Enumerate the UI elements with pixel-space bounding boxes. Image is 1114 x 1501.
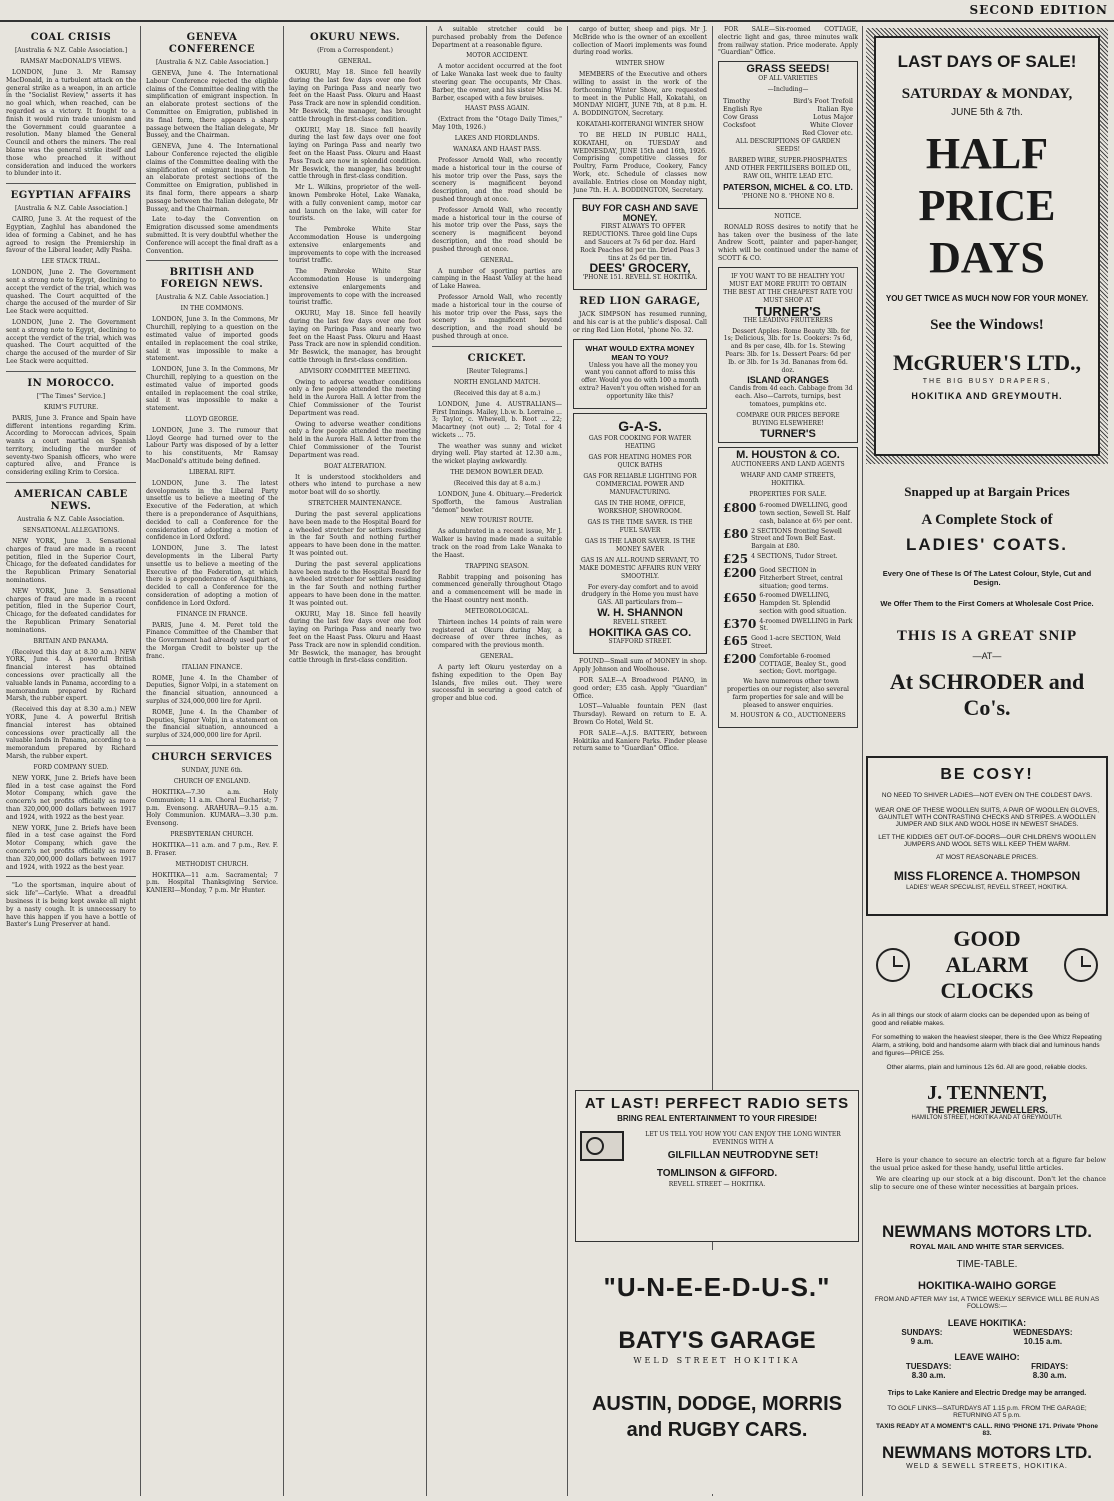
ad-name: TURNER'S (760, 427, 816, 440)
article-text: During the past several applications have been made to the Hospital Board for a wheeled stretcher for settlers residing in the far South and nothing further appears to have been done in the matter. It was pointed out. (289, 511, 421, 558)
gas-line: GAS FOR COOKING FOR WATER HEATING (588, 434, 692, 450)
property-price: £200 (723, 651, 757, 666)
subheading: THE DEMON BOWLER DEAD. (450, 469, 544, 477)
ad-headline: ALARM (945, 952, 1029, 977)
ad-headline: WHAT WOULD EXTRA MONEY MEAN TO YOU? (585, 343, 695, 362)
article-text: Late to-day the Convention on Emigration discussed some amendments submitted. It is very doubtful whether the Conference will accept the final draft as a Convention. (146, 216, 278, 255)
subheading: SENSATIONAL ALLEGATIONS. (22, 527, 120, 535)
source-line: [Reuter Telegrams.] (466, 367, 528, 375)
article-text: LONDON, June 3. The rumour that Lloyd George had turned over to the Labour Party was disposed of by a letter to his constituents, Mr Ramsay MacDonald's attitude being defined. (146, 426, 278, 466)
ad-headline: HOKITIKA-WAIHO GORGE (917, 1280, 1057, 1292)
source-line: Australia & N.Z. Cable Association. (17, 516, 125, 524)
seed-item: Cocksfoot (723, 120, 756, 129)
ad-address: WELD STREET HOKITIKA (633, 1356, 801, 1365)
source-line: (From a Correspondent.) (317, 47, 393, 54)
column-1 (6, 26, 136, 1496)
ad-line: PROPERTIES FOR SALE. (749, 491, 827, 499)
article-text: Owing to adverse weather conditions only a few people attended the meeting held in the Aurora Hall. A letter from the Chief Commissioner of the Tourist Department was read. (289, 378, 421, 417)
seed-item: Red Clover etc. (802, 128, 853, 137)
ad-line: WEAR ONE OF THESE WOOLLEN SUITS, A PAIR OF WOOLLEN GLOVES, GAUNTLET WITH CONTRASTING CHECKS AND STRIPES. A WOOLLEN JUMPER AND SILK AND WOOL HOSE IN NEWEST SHADES. (874, 807, 1100, 828)
article-text: HOKITIKA—7.30 a.m. Holy Communion; 11 a.m. Choral Eucharist; 7 p.m. Evensong. ARAHURA—9.15 a.m. Holy Communion. KUMARA—3.30 p.m. Evensong. (146, 788, 278, 828)
source-line: (Received this day at 8 a.m.) (453, 480, 541, 488)
ad-headline: CLOCKS (940, 978, 1034, 1003)
ad-line: Other alarms, plain and luminous 12s 6d. All are good, reliable clocks. (886, 1064, 1088, 1071)
subheading: ITALIAN FINANCE. (181, 663, 243, 671)
column-2 (146, 26, 278, 1496)
ad-line: As in all things our stock of alarm clocks can be depended upon as being of good and reliable makes. (872, 1012, 1090, 1027)
article-text: LONDON, June 4. Obituary.—Frederick Spofforth, the famous Australian "demon" bowler. (432, 491, 562, 514)
column-rule (426, 26, 427, 1496)
ad-headline: BUY FOR CASH AND SAVE MONEY. (581, 203, 699, 224)
ad-headline: "U-N-E-E-D-U-S." (603, 1272, 831, 1302)
ad-line: See the Windows! (930, 317, 1044, 333)
ad-line: —Including— (767, 85, 809, 93)
ad-headline: Snapped up at Bargain Prices (904, 484, 1070, 499)
subheading: IN THE COMMONS. (180, 305, 244, 313)
ad-name: At SCHRODER and Co's. (889, 669, 1085, 720)
torch-notice (870, 1156, 1106, 1216)
subheading: NORTH ENGLAND MATCH. (453, 378, 541, 386)
ad-line: TAXIS READY AT A MOMENT'S CALL. RING 'PHONE 171. Private 'Phone 83. (875, 1423, 1099, 1437)
radio-sets-ad (575, 1090, 859, 1242)
article-text: The Pembroke White Star Accommodation House is undergoing extensive enlargements and improvements to cope with the increased tourist traffic. (289, 226, 421, 265)
gas-line: GAS FOR RELIABLE LIGHTING FOR COMMERCIAL POWER AND MANUFACTURING. (583, 472, 697, 496)
ad-line: THE BIG BUSY DRAPERS, (922, 378, 1052, 385)
article-text: OKURU, May 18. Since fell heavily during the last few days over one foot laying on Paringa Pass and nearly two feet on the Haast Pass. Okuru and Haast Pass Track are now in splendid condition. Mr Beswick, the manager, has brought cattle through in first-class condition. (289, 126, 421, 181)
ad-name: NEWMANS MOTORS LTD. (882, 1443, 1092, 1462)
ad-line: LEAVE WAIHO: (954, 1352, 1020, 1362)
column-rule (567, 26, 568, 1496)
ad-text: Candis from 4d each. Cabbage from 3d each. Also—Carrots, turnips, best tomatoes, pumpkins etc. (729, 385, 853, 408)
notice-text: TO BE HELD IN PUBLIC HALL, KOKATAHI, on TUESDAY and WEDNESDAY, JUNE 15th and 16th, 1926. Comprising competitive classes for Poultry, Farm Produce, Cookery, Fancy Work, etc. Schedule of classes now available. Entries close on Monday night, June 7th. H. A. BODDINGTON, Secretary. (573, 131, 707, 194)
grass-seeds-ad (718, 61, 858, 209)
ad-name: McGRUER'S LTD., (892, 350, 1082, 375)
article-text: As adumbrated in a recent issue, Mr J. Walker is having made made a suitable track on the road from Lake Wanaka to the Haast. (432, 528, 562, 559)
ad-text: Unless you have all the money you want you cannot afford to miss this offer. Would you do with 100 a month extra? Haven't you often wished for an opportunity like this? (579, 361, 701, 400)
subheading: STRETCHER MAINTENANCE. (308, 500, 402, 508)
ad-line: M. HOUSTON & CO., AUCTIONEERS (730, 712, 846, 720)
subheading: FINANCE IN FRANCE. (176, 610, 248, 618)
okuru-news-heading: OKURU NEWS. (309, 32, 401, 43)
ad-line: —AT— (972, 651, 1002, 661)
subheading: METHODIST CHURCH. (175, 860, 249, 868)
property-desc: 6-roomed DWELLING, Hampden St. Splendid section with good situation. (759, 592, 847, 615)
subheading: WINTER SHOW (615, 60, 665, 68)
ad-address: HOKITIKA AND GREYMOUTH. (911, 391, 1063, 401)
masthead (0, 0, 1114, 22)
ad-name: TURNER'S (755, 303, 821, 319)
article-text: PARIS, June 4. M. Peret told the Finance Committee of the Chamber that the Government had already used part of the Morgan Credit to bolster up the franc. (146, 621, 278, 660)
subheading: GENERAL. (338, 58, 372, 65)
column-rule (140, 26, 141, 1496)
article-text: ROME, June 4. In the Chamber of Deputies, Signor Volpi, in a statement on the financial situation, announced a surplus of 324,000,000 lire for April. (146, 674, 278, 705)
ad-headline: LAST DAYS OF SALE! (897, 52, 1077, 71)
american-cable-heading: AMERICAN CABLE NEWS. (14, 489, 128, 513)
subheading: BOAT ALTERATION. (323, 462, 387, 470)
classified-text: FOR SALE—Six-roomed COTTAGE, electric light and gas, three minutes walk from railway station. Price moderate. Apply "Guardian" Office. (718, 26, 858, 57)
column-rule (283, 26, 284, 1496)
article-text: Thirteen inches 14 points of rain were registered at Okuru during May, a decrease of over three inches, as compared with the previous month. (432, 618, 562, 650)
schedule-day: SUNDAYS: (901, 1328, 943, 1337)
article-text: LONDON, June 3. In the Commons, Mr Churchill, replying to a question on the estimated value of imported goods entailed in replacement the coal strike, said it was impossible to make a statement. (146, 316, 278, 363)
gas-line: GAS IS THE TIME SAVER. IS THE FUEL SAVER (587, 518, 693, 534)
article-text: HOKITIKA—11 a.m. Sacramental; 7 p.m. Hospital Thanksgiving Service. KANIERI—Monday, 7 p.m. Mr Hunter. (146, 871, 278, 895)
ad-name: PATERSON, MICHEL & CO. LTD. (723, 181, 853, 192)
ad-name: W. H. SHANNON (597, 606, 683, 619)
ad-line: THE PREMIER JEWELLERS. (926, 1105, 1048, 1115)
classified-text: FOR SALE—A Broadwood PIANO, in good order; £35 cash. Apply "Guardian" Office. (573, 677, 707, 700)
ad-name: HOKITIKA GAS CO. (588, 626, 692, 639)
ad-line: Trips to Lake Kaniere and Electric Dredge may be arranged. (887, 1390, 1087, 1397)
ad-text: For every-day comfort and to avoid drudgery in the Home you must have GAS. All particulars from— (581, 583, 699, 607)
ad-line: WHARF AND CAMP STREETS, HOKITIKA. (740, 472, 836, 488)
batys-garage-ad (575, 1250, 859, 1494)
article-text: LONDON, June 2. The Government sent a strong note to Egypt, declining to accept the verdict of the trial, which was quashed. The Court acquitted of the charge the accused of the murder of Sir Lee Stack were acquitted. (6, 269, 136, 316)
article-text: Professor Arnold Wall, who recently made a historical tour in the course of his motor trip over the Pass, says the scenery is magnificent beyond description, and the road should be pushed through at once. (432, 206, 562, 253)
article-text: NEW YORK, June 2. Briefs have been filed in a test case against the Ford Motor Company, which gave the concern's net profits officially as more than 320,000,000 dollars between 1917 and 1924, with 1922 as the best year. (6, 774, 136, 821)
ad-line: SATURDAY & MONDAY, (901, 86, 1073, 102)
edition-label: SECOND EDITION (969, 3, 1108, 17)
article-text: The Pembroke White Star Accommodation House is undergoing extensive enlargements and improvements to cope with the increased tourist traffic. (289, 268, 421, 307)
article-text: GENEVA, June 4. The International Labour Conference rejected the eligible claims of the Committee dealing with the simplification of emigrant inspection. In an elaborate protest sections of the Committee on Emigration, published in its final form, there appears a sharp passage between the Italian delegate, Mr Bussey, and the Chairman. (146, 70, 278, 140)
column-rule (862, 26, 863, 1496)
ad-name: NEWMANS MOTORS LTD. (882, 1222, 1092, 1241)
notice-text: RONALD ROSS desires to notify that he has taken over the business of the late Andrew Scott, painter and paper-hanger, which will be continued under the name of SCOTT & CO. (718, 223, 858, 262)
property-desc: 6-roomed DWELLING, good town section, Sewell St. Half cash, balance at 6½ per cent. (759, 502, 853, 525)
subheading: TRAPPING SEASON. (465, 562, 529, 570)
article-text: OKURU, May 18. Since fell heavily during the last few days over one foot laying on Paringa Pass and nearly two feet on the Haast Pass. Okuru and Haast Pass Track are now in splendid condition. Mr Beswick, the manager, has brought cattle through in first-class condition. (289, 610, 421, 665)
thompson-ad (866, 756, 1108, 916)
subheading: WANAKA AND HAAST PASS. (452, 145, 542, 153)
subheading: METEOROLOGICAL. (464, 607, 530, 615)
ad-address: REVELL STREET. (613, 618, 667, 626)
ad-line: LET US TELL YOU HOW YOU CAN ENJOY THE LONG WINTER EVENINGS WITH A (645, 1131, 841, 1146)
ad-address: WELD & SEWELL STREETS, HOKITIKA. (906, 1463, 1068, 1470)
ad-line: AUSTIN, DODGE, MORRIS and RUGBY CARS. (591, 1393, 842, 1441)
article-text: CAIRO, June 3. At the request of the Egyptian, Zaghlul has abandoned the idea of forming a Cabinet, and he has agreed to resign the Premiership in favour of the Liberal leader, Adly Pasha. (6, 216, 136, 255)
morocco-heading: IN MOROCCO. (27, 377, 115, 389)
article-text: A suitable stretcher could be purchased probably from the Defence Department at a reasonable figure. (432, 26, 562, 49)
article-text: (Received this day at 8.30 a.m.) NEW YORK, June 4. A powerful British financial interest has obtained concessions over practically all the valuable lands in Panama, according to a memorandum prepared by Richard Marsh, the rubber expert. (6, 706, 136, 760)
ad-line: YOU GET TWICE AS MUCH NOW FOR YOUR MONEY. (885, 294, 1089, 303)
property-desc: Good 1-acre SECTION, Weld Street. (751, 635, 841, 651)
ad-headline: G-A-S. (618, 417, 662, 434)
ad-name: M. HOUSTON & CO. (736, 449, 840, 462)
ad-phone: 'PHONE NO 8. 'PHONE NO 8. (741, 192, 835, 200)
article-text: cargo of butter, sheep and pigs. Mr J. McBride who is the owner of an excellent collection of Maori implements was found during road works. (573, 26, 707, 57)
ad-line: COMPARE OUR PRICES BEFORE BUYING ELSEWHERE! (736, 411, 840, 427)
dees-grocery-ad (573, 198, 707, 290)
article-text: Rabbit trapping and poisoning has commenced generally throughout Otago and a commencement will be made in the Haast country next month. (432, 573, 562, 605)
ad-headline: AT LAST! PERFECT RADIO SETS (584, 1095, 850, 1112)
british-foreign-heading: BRITISH AND FOREIGN NEWS. (160, 267, 264, 291)
subheading: HAAST PASS AGAIN. (464, 105, 530, 113)
ad-name: MISS FLORENCE A. THOMPSON (893, 869, 1081, 883)
property-price: £200 (723, 565, 757, 580)
property-desc: 4 SECTIONS, Tudor Street. (751, 552, 838, 560)
ad-name: GILFILLAN NEUTRODYNE SET! (667, 1150, 819, 1161)
subheading: MOTOR ACCIDENT. (466, 52, 528, 60)
mcgruer-ad (874, 36, 1100, 456)
newmans-motors-ad (866, 1218, 1108, 1494)
ad-text: Dessert Apples: Rome Beauty 3lb. for 1s; Delicious, 3lb. for 1s. Cookers: 7s 6d, and 8s per case, 4lb. for 1s. Stewing Pears: 3lb. for 1s. Dessert Pears: 6d per lb. or 3lb. for 1s 3d. Bananas from 6d. doz. (723, 327, 853, 374)
source-line: [Australia & N.Z. Cable Association.] (155, 59, 269, 66)
column-4 (432, 26, 562, 1496)
cricket-heading: CRICKET. (467, 352, 527, 364)
article-text: It is understood stockholders and others who intend to purchase a new motor boat will do so shortly. (289, 473, 421, 497)
ad-line: LEAVE HOKITIKA: (947, 1318, 1027, 1328)
subheading: LLOYD GEORGE. (185, 415, 239, 423)
seeds-list (723, 97, 853, 137)
subheading: CHURCH OF ENGLAND. (173, 777, 251, 785)
ad-text: We have numerous other town properties on our register, also several farm properties for sale and will be pleased to answer enquiries. (726, 678, 850, 709)
alarm-clock-icon (1064, 948, 1098, 982)
ad-name: DEES' GROCERY, (589, 261, 691, 276)
ad-address: REVELL STREET — HOKITIKA. (668, 1181, 766, 1188)
article-text: OKURU, May 18. Since fell heavily during the last few days over one foot laying on Paringa Pass and nearly two feet on the Haast Pass. Okuru and Haast Pass Track are now in splendid condition. Mr Beswick, the manager, has brought cattle through in first-class condition. (289, 310, 421, 364)
ad-address: STAFFORD STREET. (608, 638, 672, 646)
ad-address: 'PHONE 151. REVELL ST. HOKITIKA. (582, 274, 698, 282)
article-text: LONDON, June 3. Mr Ramsay MacDonald, in a turbulent attack on the general strike as a weapon, in an article in the "Socialist Review," asserts it has no goal which, when reached, can be regarded as a victory. It fought to a finish it would ruin trade unionism and the Government could guarantee a resolution. Many blamed the General Council and others the miners. The real blame was the general strike itself and those who preached it without consideration and induced the workers to blunder into it. (6, 69, 136, 178)
ad-name: TOMLINSON & GIFFORD. (656, 1168, 778, 1179)
gas-ad (573, 413, 707, 655)
classified-text: FOR SALE—A.J.S. BATTERY, between Hokitika and Kaniere Parks. Finder please return same to "Guardian" Office. (573, 729, 707, 753)
schedule-time: 9 a.m. (910, 1337, 934, 1346)
schedule-day: FRIDAYS: (1031, 1362, 1069, 1371)
ad-address: HAMILTON STREET, HOKITIKA AND AT GREYMOUTH. (911, 1115, 1063, 1121)
subheading: LIBERAL RIFT. (189, 468, 235, 476)
extra-money-ad (573, 339, 707, 409)
source-line: (Received this day at 8 a.m.) (453, 389, 541, 397)
ad-line: LADIES' COATS. (905, 535, 1069, 554)
ad-name: BATY'S GARAGE (618, 1327, 816, 1354)
property-price: £25 (723, 551, 749, 566)
article-text: During the past several applications have been made to the Hospital Board for a wheeled stretcher for settlers residing in the far South and nothing further appears to have been done in the matter. It was pointed out. (289, 560, 421, 607)
alarm-clock-icon (876, 948, 910, 982)
subheading: GENERAL. (480, 653, 514, 661)
ad-line: THIS IS A GREAT SNIP (896, 628, 1078, 644)
egyptian-affairs-heading: EGYPTIAN AFFAIRS (10, 190, 132, 202)
article-text: LONDON, June 3. In the Commons, Mr Churchill, replying to a question on the estimated value of imported goods entailed in replacement the coal strike, said it was impossible to make a statement. (146, 366, 278, 413)
subheading: GENERAL. (480, 256, 514, 264)
notice-heading: NOTICE. (774, 212, 802, 220)
ad-line: BRING REAL ENTERTAINMENT TO YOUR FIRESIDE! (617, 1114, 817, 1123)
schroder-ad (866, 470, 1108, 750)
ad-line: TIME-TABLE. (956, 1259, 1018, 1270)
subheading: SUNDAY, JUNE 6th. (181, 766, 243, 774)
article-text: GENEVA, June 4. The International Labour Conference rejected the eligible claims of the Committee dealing with the simplification of emigrant inspection. In an elaborate protest sections of the Committee on Emigration, published in its final form, there appears a sharp passage between the Italian delegate, Mr Bussey, and the Chairman. (146, 143, 278, 213)
coal-crisis-heading: COAL CRISIS (30, 32, 112, 43)
ad-headline: ISLAND ORANGES (747, 375, 829, 386)
schedule-time: 10.15 a.m. (1023, 1337, 1063, 1346)
radio-set-icon (580, 1131, 624, 1161)
article-text: NEW YORK, June 3. Sensational charges of fraud are made in a recent petition, filed in the Superior Court, Chicago, for the defeated candidates for the Republican Primary Senatorial nominations. (6, 538, 136, 585)
ad-line: For something to waken the heaviest sleeper, there is the Gee Whizz Repeating Alarm, a striking, bold and handsome alarm with black dial and luminous hands and figures—PRICE 25s. (872, 1034, 1102, 1057)
article-text: Professor Arnold Wall, who recently made a historical tour in the course of his motor trip over the Pass, says the scenery is magnificent beyond description, and the road should be pushed through at once. (432, 293, 562, 340)
ad-name: J. TENNENT, (927, 1082, 1047, 1104)
property-price: £370 (723, 616, 757, 631)
property-price: £80 (723, 526, 749, 541)
tennent-ad (866, 922, 1108, 1152)
ad-line: A Complete Stock of (921, 512, 1053, 528)
property-price: £800 (723, 501, 757, 516)
property-desc: 2 SECTIONS fronting Sewell Street and Town Belt East. Bargain at £80. (751, 527, 842, 551)
seed-item: Bird's Foot Trefoil (793, 96, 853, 105)
gas-line: GAS IN THE HOME, OFFICE, WORKSHOP, SHOWROOM. (594, 499, 686, 515)
article-text: (Received this day at 8.30 a.m.) NEW YORK, June 4. A powerful British financial interest has obtained concessions over practically all the valuable lands in Panama, according to a memorandum prepared by Richard Marsh, the rubber expert. (6, 648, 136, 703)
ad-line: AT MOST REASONABLE PRICES. (936, 854, 1038, 861)
seed-item: Italian Rye (817, 104, 853, 113)
seed-item: Cow Grass (723, 112, 759, 121)
schedule-day: TUESDAYS: (905, 1362, 952, 1371)
article-text: Owing to adverse weather conditions only a few people attended the meeting held in the Aurora Hall. A letter from the Chief Commissioner of the Tourist Department was read. (289, 420, 421, 459)
ad-line: THE LEADING FRUITERERS (743, 316, 833, 324)
ad-big-word: DAYS (929, 233, 1045, 282)
article-text: HOKITIKA—11 a.m. and 7 p.m., Rev. F. B. Fraser. (146, 841, 278, 857)
source-line: [Australia & N.Z. Cable Association.] (155, 294, 269, 302)
ad-line: FROM AND AFTER MAY 1st, A TWICE WEEKLY SERVICE WILL BE RUN AS FOLLOWS:— (874, 1296, 1100, 1310)
article-text: Mr L. Wilkins, proprietor of the well-known Pembroke Hotel, Lake Wanaka, with a fully convenient camp, motor car and launch on the lake, will cater for tourists. (289, 184, 421, 223)
source-line: [Australia & N.Z. Cable Association.] (14, 205, 128, 213)
property-list (723, 502, 853, 676)
ad-text: JACK SIMPSON has resumed running, and his car is at the public's disposal. Call or ring Red Lion Hotel, 'phone No. 32. (573, 311, 707, 334)
article-text: A number of sporting parties are camping in the Haast Valley at the head of Lake Hawea. (432, 267, 562, 291)
subheading: NEW TOURIST ROUTE. (460, 517, 534, 525)
ad-line: LET THE KIDDIES GET OUT-OF-DOORS—OUR CHILDREN'S WOOLLEN JUMPERS AND WOOL SETS WILL KEEP THEM WARM. (878, 834, 1096, 848)
ad-line: Every One of These Is Of The Latest Colour, Style, Cut and Design. (882, 569, 1092, 587)
property-price: £65 (723, 634, 749, 649)
advertisement-text: "Lo the sportsman, inquire about of sick life"—Carlyle. What a dreadful business it is being kept awake all night by a nasty cough. It is unnecessary to have this happen if you have a bottle of Baxter's Lung Preserver at hand. (6, 882, 136, 929)
ad-line: BARBED WIRE, SUPER-PHOSPHATES AND OTHER FERTILISERS BOILED OIL, RAW OIL, WHITE LEAD ETC. (724, 156, 852, 180)
ad-line: NO NEED TO SHIVER LADIES—NOT EVEN ON THE COLDEST DAYS. (881, 792, 1093, 799)
church-services-heading: CHURCH SERVICES (151, 751, 273, 763)
article-text: LONDON, June 4. AUSTRALIANS—First Innings. Mailey, l.b.w. b. Lorraine ... 3; Taylor, c. Whewell, b. Root ... 22; Macartney (not out) ... 2; Total for 4 wickets ... 75. (432, 400, 562, 439)
subheading: LEE STACK TRIAL. (41, 258, 101, 266)
article-text: A motor accident occurred at the foot of Lake Wanaka last week due to faulty steering gear. The occupants, Mr Chas. Barber, the owner, and his sister Miss M. Barber, escaped with a few bruises. (432, 63, 562, 102)
source-line: ["The Times" Service.] (36, 392, 106, 400)
gas-line: GAS IS THE LABOR SAVER. IS THE MONEY SAVER (584, 537, 696, 553)
seed-item: White Clover (809, 120, 853, 129)
article-text: ROME, June 4. In the Chamber of Deputies, Signor Volpi, in a statement on the financial situation, announced a surplus of 324,000,000 lire for April. (146, 708, 278, 740)
article-text: NEW YORK, June 2. Briefs have been filed in a test case against the Ford Motor Company, which gave the concern's net profits officially as more than 320,000,000 dollars between 1917 and 1924, with 1922 as the best year. (6, 824, 136, 871)
ad-big-word: PRICE (918, 181, 1056, 230)
ad-headline: BE COSY! (940, 766, 1034, 783)
houston-ad (718, 447, 858, 728)
ad-headline: GRASS SEEDS! (746, 63, 830, 76)
ad-big-word: HALF (925, 129, 1049, 178)
article-text: LONDON, June 3. The latest developments in the Liberal Party unsettle us to believe a meeting of the Executive of the Federation, at which there is a preponderance of Asquithians, decided to call a Conference for the consideration of adopting a motion of confidence in Lord Oxford. (146, 479, 278, 542)
article-text: NEW YORK, June 3. Sensational charges of fraud are made in a recent petition, filed in the Superior Court, Chicago, for the defeated candidates for the Republican Primary Senatorial nominations. (6, 587, 136, 634)
ad-address: LADIES' WEAR SPECIALIST, REVELL STREET, HOKITIKA. (906, 885, 1068, 891)
gas-line: GAS FOR HEATING HOMES FOR QUICK BATHS (588, 453, 692, 469)
classified-text: FOUND—Small sum of MONEY in shop. Apply Johnson and Woolhouse. (573, 658, 707, 674)
subheading: ADVISORY COMMITTEE MEETING. (299, 367, 411, 375)
notice-text: We are clearing up our stock at a big discount. Don't let the chance slip to secure one of these winter necessities at bargain prices. (870, 1175, 1106, 1191)
article-text: The weather was sunny and wicket drying well. Play started at 12.30 a.m., the wicket playing awkwardly. (432, 442, 562, 466)
turners-ad (718, 267, 858, 444)
schedule-time: 8.30 a.m. (911, 1371, 946, 1380)
subheading: PRESBYTERIAN CHURCH. (170, 830, 254, 838)
seed-item: Timothy (723, 96, 750, 105)
article-text: (Extract from the "Otago Daily Times," May 10th, 1926.) (432, 116, 562, 132)
geneva-conference-heading: GENEVA CONFERENCE (168, 32, 256, 55)
article-text: Professor Arnold Wall, who recently made a historical tour in the course of his motor trip over the Pass, says the scenery is magnificent beyond description, and the road should be pushed through at once. (432, 156, 562, 203)
ad-line: TO GOLF LINKS—SATURDAYS AT 1.15 p.m. FROM THE GARAGE; RETURNING AT 5 p.m. (887, 1405, 1087, 1419)
red-lion-garage-ad: RED LION GARAGE, (579, 296, 701, 308)
article-text: PARIS, June 3. France and Spain have different intentions regarding Krim. According to Moroccan advices, Spain wants a court martial on Spanish territory, including the murder of seventy-two Spanish officers, who were captured alive, and France is considering exiling Krim to Corsica. (6, 414, 136, 477)
ad-line: OF ALL VARIETIES (758, 74, 818, 82)
ad-line: ALL DESCRIPTIONS OF GARDEN SEEDS! (735, 137, 841, 153)
article-text: LONDON, June 2. The Government sent a strong note to Egypt, declining to accept the verdict of the trial, which was quashed. The Court acquitted of the charge the accused of the murder of Sir Lee Stack were acquitted. (6, 318, 136, 365)
seed-item: English Rye (723, 104, 763, 113)
source-line: [Australia & N.Z. Cable Association.] (14, 47, 128, 54)
subheading: LAKES AND FIORDLANDS. (454, 134, 540, 142)
article-text: OKURU, May 18. Since fell heavily during the last few days over one foot laying on Paringa Pass and nearly two feet on the Haast Pass. Okuru and Haast Pass Track are now in splendid condition. Mr Beswick, the manager, has brought cattle through in first-class condition. (289, 69, 421, 123)
ad-line: AUCTIONEERS AND LAND AGENTS (731, 461, 845, 469)
subheading: KRIM'S FUTURE. (43, 403, 99, 411)
classified-text: LOST—Valuable fountain PEN (last Thursday). Reward on return to E. A. Brown Co Hotel, Weld St. (573, 703, 707, 727)
property-desc: Comfortable 6-roomed COTTAGE, Bealey St., good section; Govt. mortgage. (759, 652, 847, 676)
property-price: £650 (723, 591, 757, 606)
subheading: KOKATAHI-KOITERANGI WINTER SHOW (576, 120, 704, 128)
ad-headline: GOOD (953, 926, 1021, 951)
property-desc: 4-roomed DWELLING in Park St. (759, 617, 853, 633)
gas-line: GAS IS AN ALL-ROUND SERVANT, TO MAKE DOMESTIC AFFAIRS RUN VERY SMOOTHLY. (579, 556, 701, 580)
schedule-day: WEDNESDAYS: (1013, 1328, 1073, 1337)
ad-line: We Offer Them to the First Comers at Wholesale Cost Price. (880, 599, 1094, 608)
notice-text: Here is your chance to secure an electric torch at a figure far below the usual price asked for these handy, useful little articles. (870, 1156, 1106, 1172)
subheading: FORD COMPANY SUED. (33, 763, 109, 771)
ad-line: JUNE 5th & 7th. (951, 107, 1023, 118)
article-text: LONDON, June 3. The latest developments in the Liberal Party unsettle us to believe a meeting of the Executive of the Federation, at which there is a preponderance of Asquithians, decided to call a Conference for the consideration of adopting a motion of confidence in Lord Oxford. (146, 545, 278, 607)
subheading: RAMSAY MacDONALD'S VIEWS. (20, 58, 122, 65)
article-text: A party left Okuru yesterday on a fishing expedition to the Open Bay Islands, five miles out. They were successful in securing a good catch of groper and blue cod. (432, 664, 562, 703)
property-desc: Good SECTION in Fitzherbert Street, central situation; good terms. (759, 566, 843, 590)
ad-text: FIRST ALWAYS TO OFFER REDUCTIONS. Three gold line Cups and Saucers at 7s 6d per doz. Hard Rock Peaches 8d per tin. Dried Peas 3 tins at 2s 6d per tin. (580, 223, 700, 262)
column-3 (289, 26, 421, 1496)
schedule-time: 8.30 a.m. (1032, 1371, 1067, 1380)
seed-item: Lotus Major (813, 112, 853, 121)
ad-line: ROYAL MAIL AND WHITE STAR SERVICES. (910, 1242, 1064, 1251)
notice-text: MEMBERS of the Executive and others willing to assist in the work of the forthcoming Winter Show, are requested to meet in the Public Hall, Kokatahi, on MONDAY NIGHT, JUNE 7th, at 8 p.m. H. A. BODDINGTON, Secretary. (573, 71, 707, 118)
subheading: BRITAIN AND PANAMA. (33, 637, 109, 645)
ad-line: IF YOU WANT TO BE HEALTHY YOU MUST EAT MORE FRUIT! TO OBTAIN THE BEST AT THE CHEAPEST RATE YOU MUST SHOP AT (723, 272, 853, 304)
